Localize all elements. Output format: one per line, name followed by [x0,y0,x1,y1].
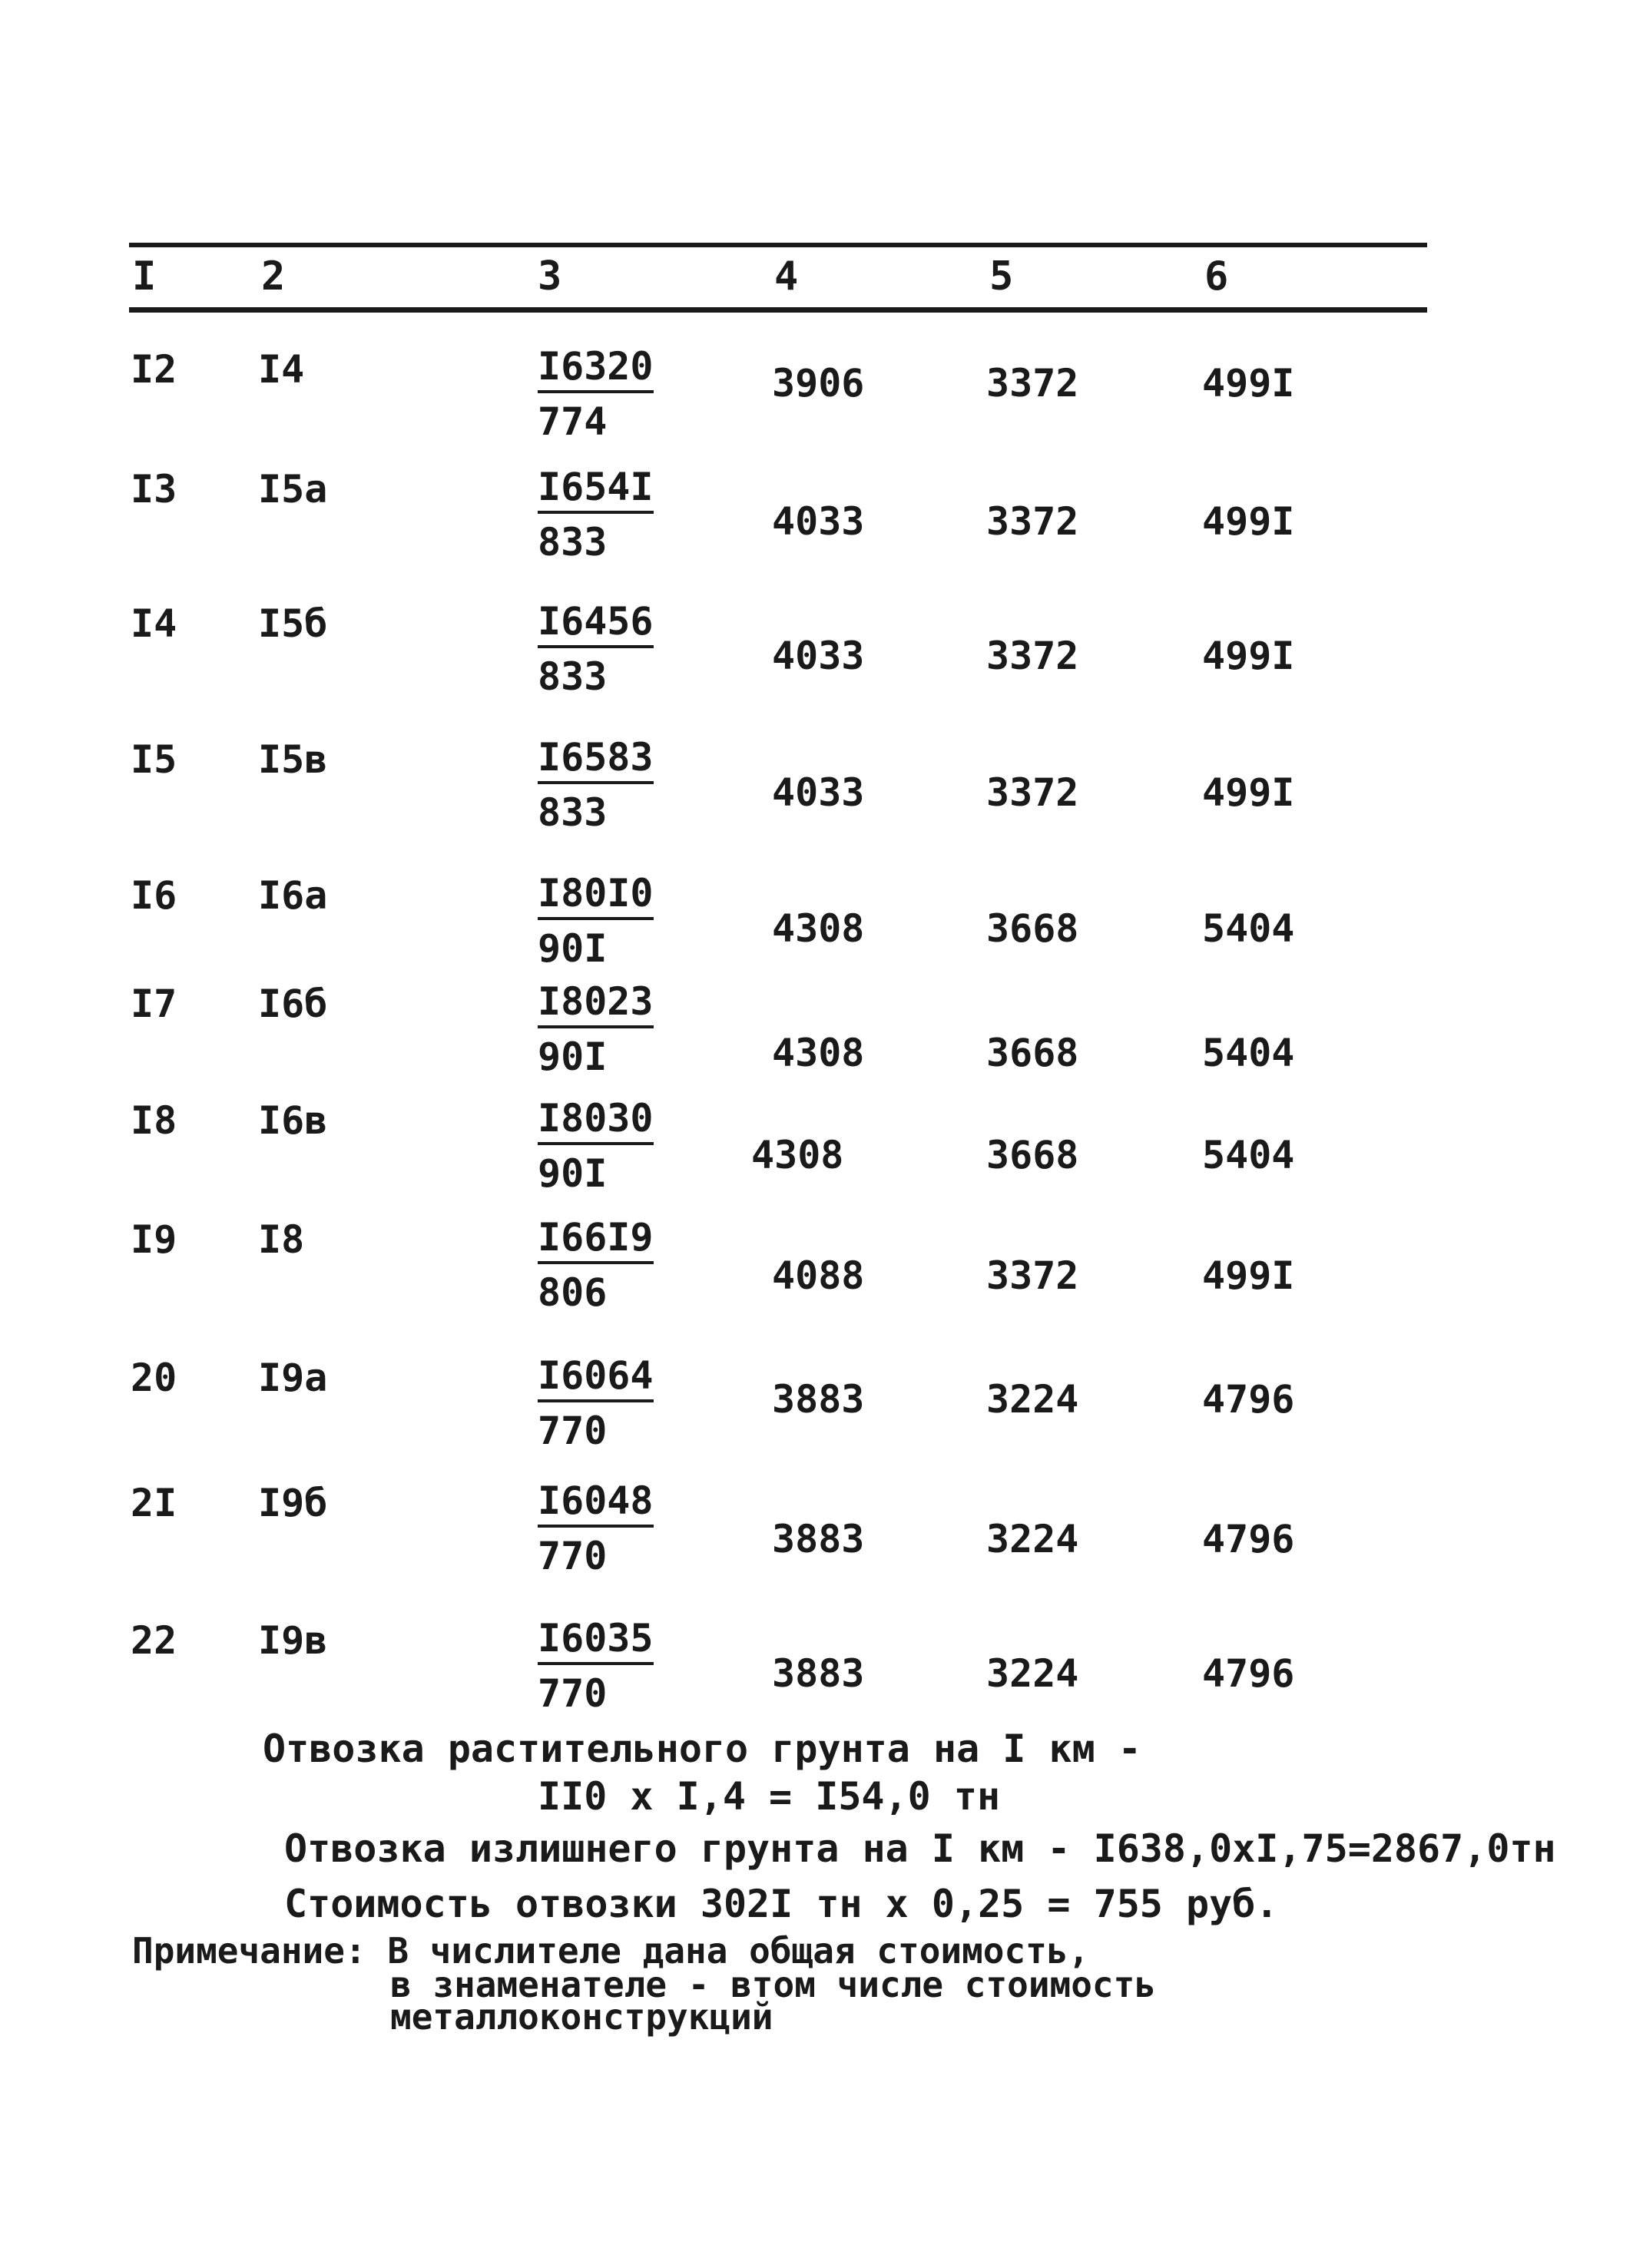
row-number: I8 [131,1098,177,1143]
cost-fraction [538,599,691,699]
cost-fraction [538,1353,691,1453]
row-number: I2 [131,347,177,392]
cost-fraction [538,735,691,835]
fraction-numerator: I8030 [538,1096,654,1145]
value-col-4: 4033 [772,499,865,544]
row-code: I5б [258,601,328,646]
fraction-denominator: 90I [538,926,608,971]
row-number: I7 [131,982,177,1026]
value-col-5: 3668 [986,906,1079,951]
value-col-5: 3372 [986,499,1079,544]
fraction-denominator: 90I [538,1151,608,1196]
row-number: 22 [131,1618,177,1663]
value-col-5: 3224 [986,1651,1079,1696]
value-col-6: 4796 [1202,1651,1295,1696]
fraction-numerator: I6035 [538,1616,654,1665]
row-number: 20 [131,1356,177,1400]
row-code: I5а [258,467,328,512]
fraction-denominator: 833 [538,790,608,835]
fraction-numerator: I654I [538,465,654,514]
value-col-4: 4088 [772,1253,865,1298]
row-code: I9а [258,1356,328,1400]
header-col-5: 5 [989,253,1014,300]
cost-fraction [538,344,691,444]
fraction-numerator: I6583 [538,735,654,784]
value-col-5: 3668 [986,1031,1079,1075]
note-topsoil-calculation: II0 x I,4 = I54,0 тн [538,1774,1001,1819]
row-number: I4 [131,601,177,646]
cost-fraction [538,1096,691,1196]
header-col-6: 6 [1204,253,1229,300]
fraction-denominator: 806 [538,1270,608,1315]
header-col-3: 3 [538,253,562,300]
fraction-denominator: 770 [538,1534,608,1578]
fraction-denominator: 833 [538,654,608,699]
row-number: I9 [131,1217,177,1262]
fraction-numerator: I6064 [538,1353,654,1402]
value-col-6: 499I [1202,1253,1295,1298]
row-code: I9в [258,1618,328,1663]
row-number: I5 [131,737,177,782]
fraction-denominator: 774 [538,399,608,444]
value-col-4: 4308 [751,1133,844,1177]
value-col-4: 4033 [772,634,865,678]
cost-fraction [538,1215,691,1315]
value-col-6: 5404 [1202,906,1295,951]
fraction-numerator: I66I9 [538,1215,654,1264]
note-removal-cost: Стоимость отвозки 302I тн x 0,25 = 755 руб. [284,1882,1279,1926]
value-col-6: 499I [1202,770,1295,815]
value-col-4: 4308 [772,1031,865,1075]
fraction-numerator: I6456 [538,599,654,648]
cost-fraction [538,465,691,565]
fraction-numerator: I8023 [538,979,654,1028]
value-col-5: 3372 [986,634,1079,678]
header-col-1: I [132,253,157,300]
remark-line-1: Примечание: В числителе дана общая стоимость, [132,1930,1090,1972]
fraction-denominator: 833 [538,520,608,565]
remark-line-2: в знаменателе - втом числе стоимость [390,1964,1156,2005]
value-col-5: 3372 [986,1253,1079,1298]
value-col-6: 4796 [1202,1517,1295,1561]
row-number: I3 [131,467,177,512]
fraction-numerator: I6048 [538,1478,654,1528]
value-col-6: 5404 [1202,1031,1295,1075]
value-col-4: 3883 [772,1517,865,1561]
value-col-6: 499I [1202,499,1295,544]
value-col-6: 4796 [1202,1377,1295,1422]
cost-fraction [538,871,691,971]
fraction-denominator: 770 [538,1671,608,1716]
value-col-6: 499I [1202,634,1295,678]
value-col-6: 499I [1202,361,1295,406]
table-header-rule [129,307,1427,313]
fraction-denominator: 90I [538,1035,608,1079]
row-code: I6б [258,982,328,1026]
note-topsoil-removal: Отвозка растительного грунта на I км - [263,1727,1141,1771]
value-col-5: 3372 [986,361,1079,406]
value-col-5: 3668 [986,1133,1079,1177]
value-col-5: 3224 [986,1517,1079,1561]
row-number: I6 [131,873,177,918]
note-excess-soil-removal: Отвозка излишнего грунта на I км - I638,0xI,75=2867,0тн [284,1826,1556,1871]
value-col-5: 3372 [986,770,1079,815]
fraction-numerator: I6320 [538,344,654,393]
row-code: I4 [258,347,305,392]
remark-line-3: металлоконструкций [390,1996,773,2038]
cost-fraction [538,1478,691,1578]
row-code: I8 [258,1217,305,1262]
row-number: 2I [131,1481,177,1525]
value-col-4: 4308 [772,906,865,951]
value-col-4: 3883 [772,1651,865,1696]
value-col-5: 3224 [986,1377,1079,1422]
row-code: I9б [258,1481,328,1525]
cost-fraction [538,979,691,1079]
header-col-4: 4 [774,253,799,300]
value-col-6: 5404 [1202,1133,1295,1177]
value-col-4: 3906 [772,361,865,406]
row-code: I6в [258,1098,328,1143]
fraction-denominator: 770 [538,1409,608,1453]
value-col-4: 3883 [772,1377,865,1422]
row-code: I5в [258,737,328,782]
table-top-rule [129,243,1427,247]
row-code: I6а [258,873,328,918]
value-col-4: 4033 [772,770,865,815]
fraction-numerator: I80I0 [538,871,654,920]
header-col-2: 2 [261,253,286,300]
cost-fraction [538,1616,691,1716]
